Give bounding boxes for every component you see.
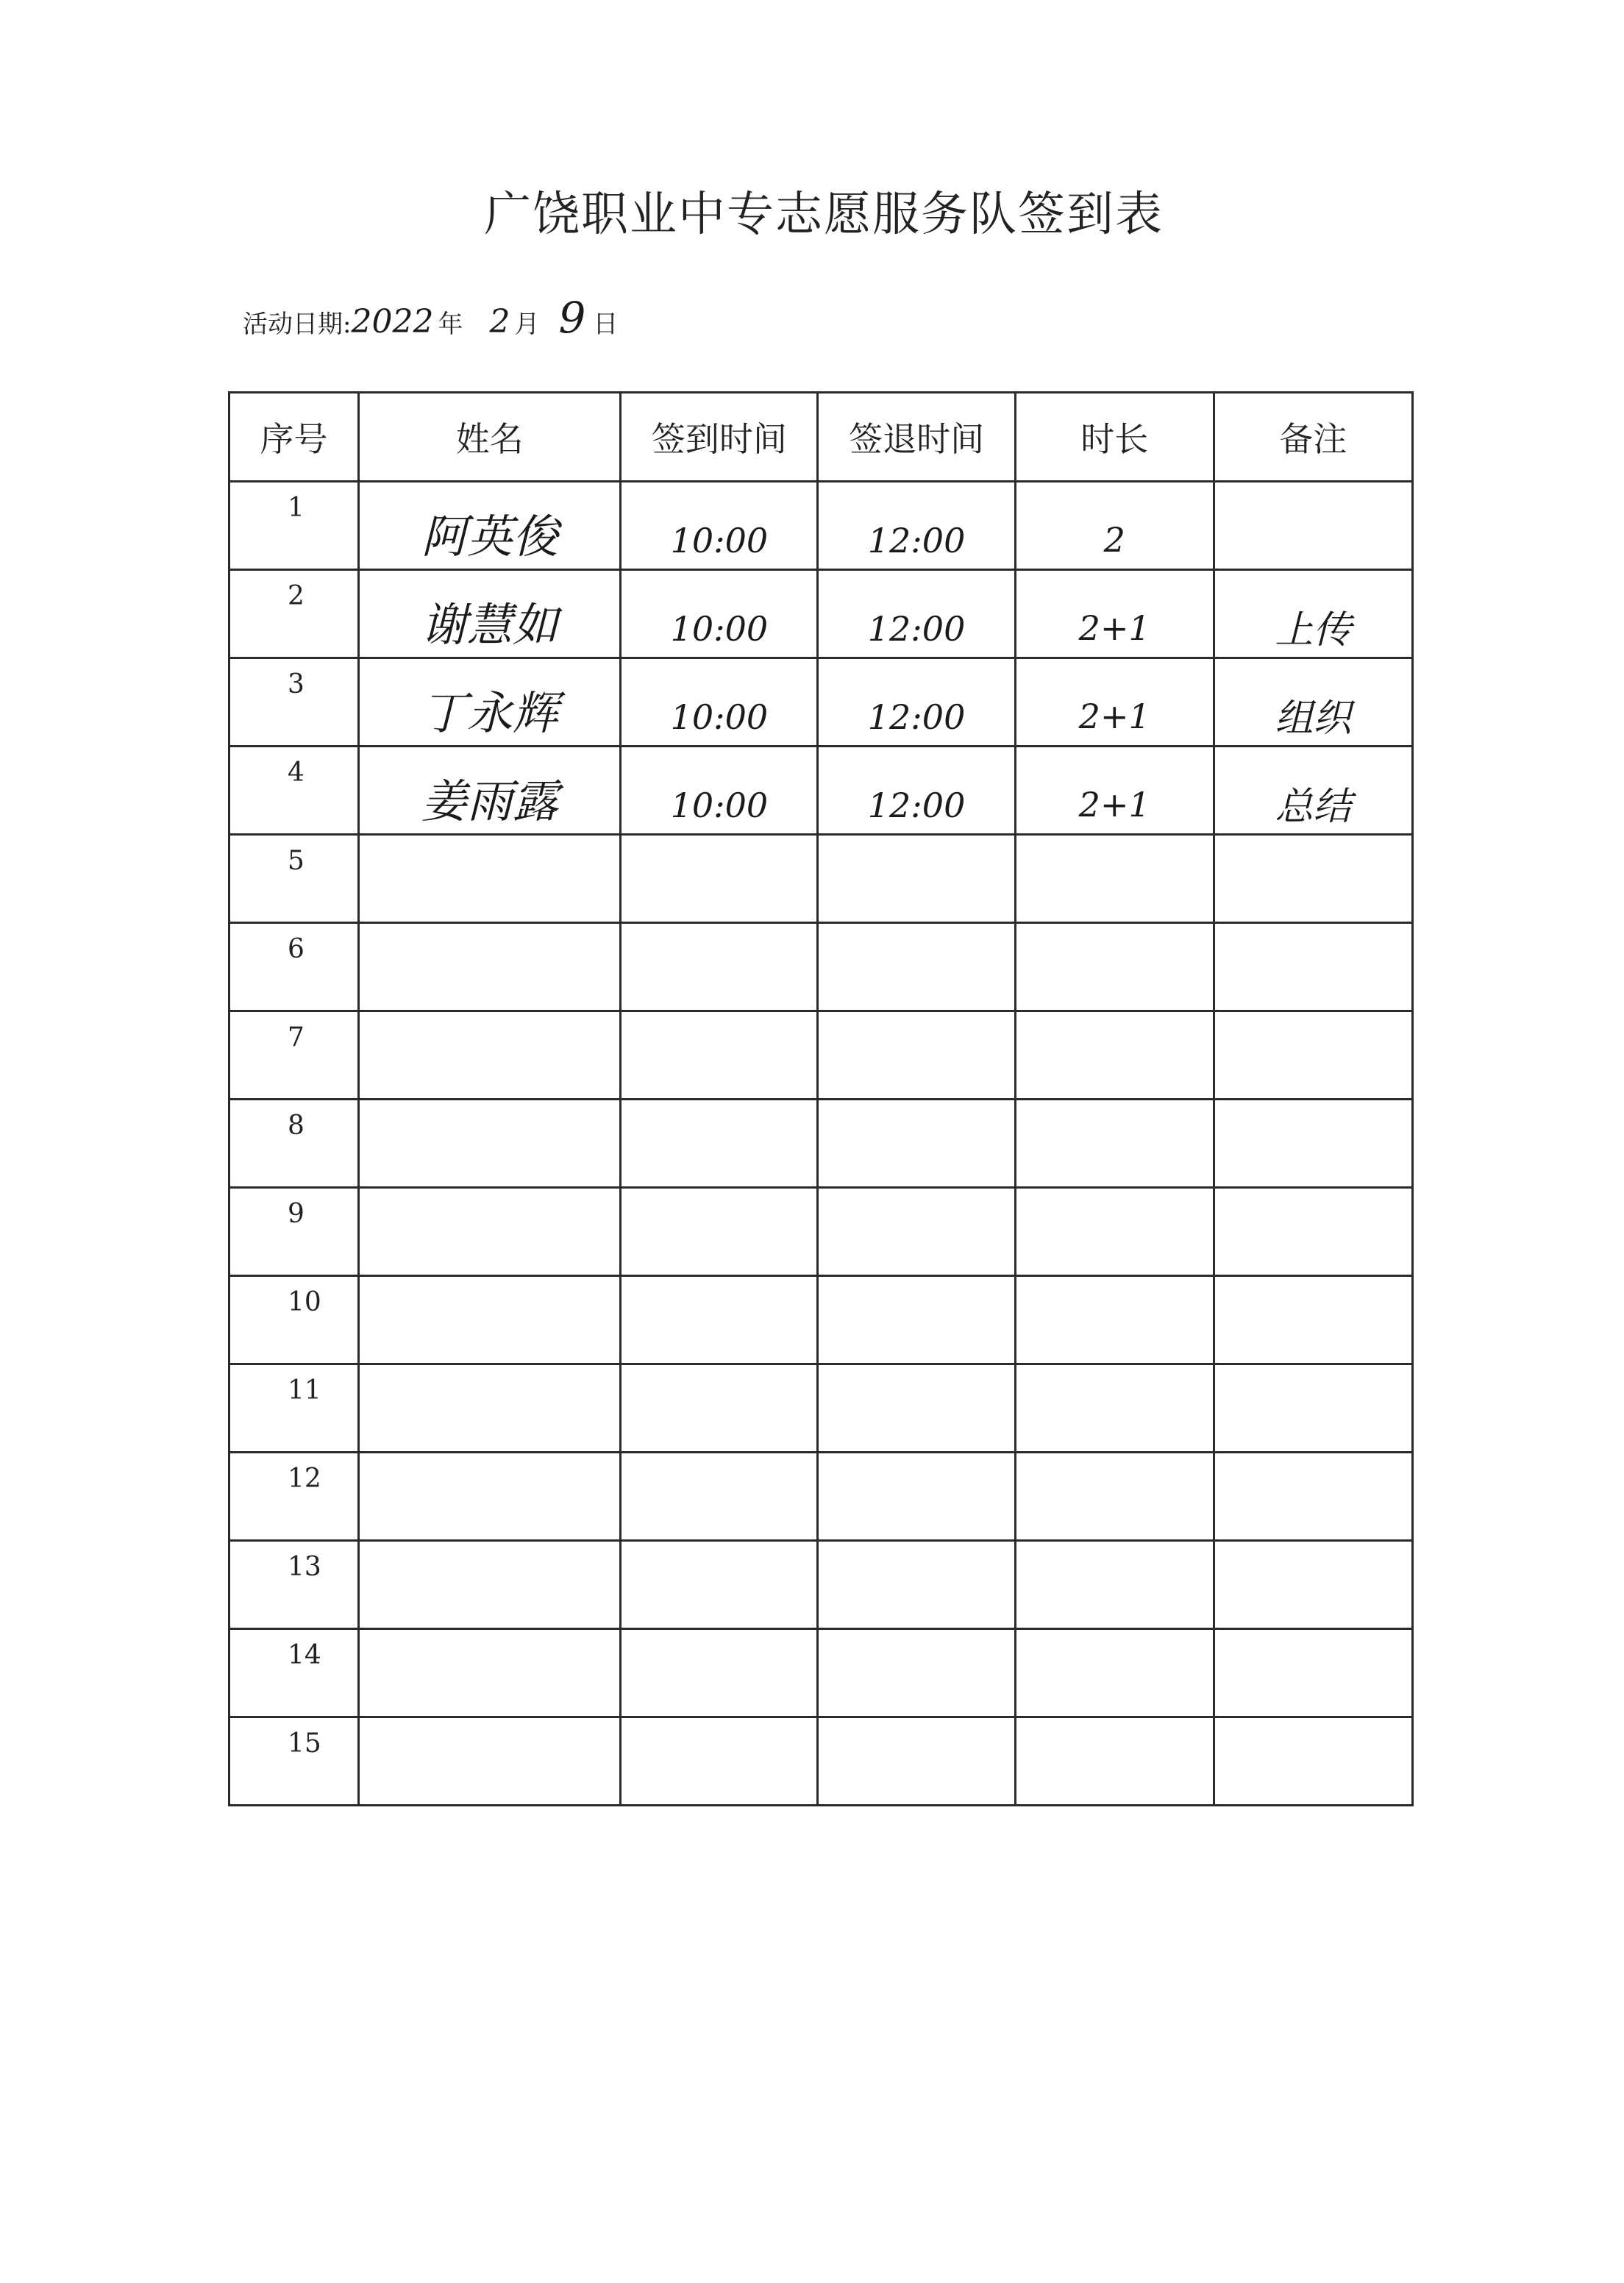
duration-value [1016,1218,1213,1246]
cell-row-number [229,658,359,747]
sign-out-time-value [819,1306,1014,1335]
cell-name [359,658,621,747]
sign-in-time-value [622,1482,816,1511]
cell-note [1214,1541,1412,1629]
attendance-table [228,391,1414,1806]
cell-note [1214,1364,1412,1453]
cell-sign-out-time [818,1629,1015,1717]
table-row [229,1011,1413,1100]
sign-out-time-value [819,1394,1014,1423]
cell-duration [1015,1453,1214,1541]
sign-in-time-value: 10:00 [670,608,769,649]
row-number-value: 5 [288,846,304,876]
sign-in-time-value [622,1129,816,1158]
cell-name [359,1011,621,1100]
header-note: 备注 [1214,393,1412,482]
note-value [1215,1131,1411,1156]
cell-duration [1015,923,1214,1011]
row-number-value: 2 [288,581,304,611]
cell-sign-in-time [621,482,818,570]
cell-name [359,1453,621,1541]
activity-date-month-unit: 月 [514,310,540,339]
activity-date-label: 活动日期: [243,310,352,339]
note-value [1215,1396,1411,1421]
note-value: 组织 [1275,697,1352,741]
cell-name [359,1276,621,1364]
duration-value: 2 [1103,519,1125,560]
cell-row-number [229,835,359,923]
name-value [360,960,619,975]
cell-duration [1015,1188,1214,1276]
sign-in-time-value [622,1659,816,1688]
cell-duration [1015,570,1214,658]
table-row [229,1100,1413,1188]
cell-duration [1015,1629,1214,1717]
note-value [1215,513,1411,538]
name-value [360,872,619,886]
duration-value [1016,865,1213,893]
row-number-value: 13 [288,1552,321,1582]
cell-note [1214,835,1412,923]
cell-name [359,482,621,570]
cell-sign-in-time [621,1364,818,1453]
row-number-value: 3 [288,669,304,699]
cell-duration [1015,747,1214,835]
cell-row-number [229,1541,359,1629]
cell-name [359,1541,621,1629]
table-row [229,658,1413,747]
table-row [229,482,1413,570]
name-value [360,1754,619,1769]
cell-duration [1015,1100,1214,1188]
cell-sign-out-time [818,482,1015,570]
sign-in-time-value [622,864,816,894]
table-row [229,1364,1413,1453]
name-value [360,1048,619,1063]
cell-duration [1015,1011,1214,1100]
name-value [360,1666,619,1681]
sign-in-time-value [622,1570,816,1600]
name-value [360,1136,619,1151]
table-row [229,747,1413,835]
cell-name [359,1364,621,1453]
row-number-value: 9 [288,1199,304,1229]
header-name: 姓名 [359,393,621,482]
activity-date-year-unit: 年 [438,310,463,339]
duration-value: 2+1 [1078,696,1150,736]
sign-out-time-value [819,1570,1014,1600]
cell-sign-in-time [621,1629,818,1717]
cell-sign-in-time [621,1453,818,1541]
cell-note [1214,1011,1412,1100]
cell-row-number [229,1364,359,1453]
cell-name [359,923,621,1011]
cell-name [359,747,621,835]
cell-sign-out-time [818,1100,1015,1188]
cell-sign-in-time [621,1100,818,1188]
cell-note [1214,482,1412,570]
sign-out-time-value [819,1659,1014,1688]
table-body [229,482,1413,1806]
sign-in-time-value [622,952,816,982]
sign-out-time-value [819,864,1014,894]
cell-sign-out-time [818,1364,1015,1453]
cell-sign-in-time [621,1717,818,1806]
cell-note [1214,1717,1412,1806]
sign-in-time-value [622,1217,816,1247]
cell-sign-in-time [621,1541,818,1629]
cell-row-number [229,1188,359,1276]
cell-duration [1015,1364,1214,1453]
cell-sign-out-time [818,835,1015,923]
duration-value [1016,1748,1213,1776]
header-duration: 时长 [1015,393,1214,482]
cell-duration [1015,1541,1214,1629]
name-value: 阿英俊 [421,510,558,563]
table-row [229,1188,1413,1276]
cell-sign-out-time [818,1188,1015,1276]
cell-sign-in-time [621,923,818,1011]
table-row [229,1453,1413,1541]
duration-value: 2+1 [1078,608,1150,648]
cell-sign-out-time [818,1541,1015,1629]
sign-out-time-value: 12:00 [867,608,966,649]
activity-date-year: 2022 [351,303,434,341]
cell-name [359,1717,621,1806]
sign-out-time-value: 12:00 [867,520,966,560]
row-number-value: 12 [288,1464,321,1494]
cell-row-number [229,482,359,570]
duration-value [1016,1395,1213,1422]
cell-sign-out-time [818,747,1015,835]
cell-note [1214,1453,1412,1541]
activity-date-day: 9 [558,293,586,343]
table-row [229,1541,1413,1629]
duration-value [1016,1130,1213,1158]
activity-date-month: 2 [489,303,510,341]
note-value [1215,1573,1411,1598]
cell-row-number [229,570,359,658]
cell-sign-in-time [621,835,818,923]
sign-out-time-value [819,1217,1014,1247]
cell-sign-out-time [818,570,1015,658]
sign-in-time-value: 10:00 [670,785,769,825]
table-row [229,923,1413,1011]
cell-duration [1015,658,1214,747]
cell-note [1214,570,1412,658]
cell-name [359,1188,621,1276]
cell-row-number [229,1276,359,1364]
note-value [1215,1661,1411,1686]
sign-in-time-value [622,1747,816,1776]
cell-note [1214,1276,1412,1364]
cell-duration [1015,1717,1214,1806]
cell-name [359,835,621,923]
cell-duration [1015,1276,1214,1364]
cell-sign-out-time [818,658,1015,747]
cell-row-number [229,1011,359,1100]
row-number-value: 6 [288,934,304,964]
note-value [1215,1308,1411,1333]
cell-note [1214,923,1412,1011]
duration-value [1016,1571,1213,1599]
note-value: 上传 [1275,608,1352,652]
sign-out-time-value [819,1041,1014,1070]
sign-in-time-value [622,1041,816,1070]
name-value [360,1225,619,1239]
sign-in-time-value [622,1394,816,1423]
sign-out-time-value [819,1747,1014,1776]
note-value [1215,1484,1411,1509]
row-number-value: 14 [288,1640,321,1670]
cell-sign-in-time [621,570,818,658]
cell-sign-out-time [818,1717,1015,1806]
cell-name [359,1100,621,1188]
name-value [360,1401,619,1416]
cell-row-number [229,1100,359,1188]
cell-sign-in-time [621,1011,818,1100]
duration-value [1016,1483,1213,1511]
row-number-value: 7 [288,1022,304,1053]
cell-note [1214,658,1412,747]
header-sign-out-time: 签退时间 [818,393,1015,482]
name-value [360,1313,619,1328]
row-number-value: 11 [288,1375,321,1406]
name-value: 姜雨露 [421,774,558,828]
table-row [229,835,1413,923]
sign-out-time-value [819,952,1014,982]
cell-sign-in-time [621,1188,818,1276]
table-row [229,1276,1413,1364]
row-number-value: 4 [288,758,304,788]
header-sign-in-time: 签到时间 [621,393,818,482]
cell-row-number [229,747,359,835]
note-value [1215,1219,1411,1244]
activity-date-day-unit: 日 [593,310,619,339]
note-value [1215,866,1411,891]
note-value [1215,955,1411,980]
sign-out-time-value: 12:00 [867,697,966,737]
duration-value [1016,1659,1213,1687]
cell-row-number [229,1453,359,1541]
cell-note [1214,1188,1412,1276]
row-number-value: 10 [288,1287,321,1317]
cell-name [359,1629,621,1717]
name-value [360,1578,619,1592]
cell-note [1214,1629,1412,1717]
cell-row-number [229,1629,359,1717]
activity-date-line [243,293,618,343]
row-number-value: 15 [288,1728,321,1759]
duration-value: 2+1 [1078,784,1150,824]
cell-note [1214,747,1412,835]
row-number-value: 8 [288,1111,304,1141]
page-title: 广饶职业中专志愿服务队签到表 [484,188,1164,242]
table-row [229,1717,1413,1806]
name-value [360,1489,619,1504]
sign-out-time-value [819,1482,1014,1511]
cell-sign-out-time [818,923,1015,1011]
duration-value [1016,953,1213,981]
sign-in-time-value: 10:00 [670,520,769,560]
note-value: 总结 [1275,785,1352,829]
note-value [1215,1749,1411,1774]
sign-out-time-value [819,1129,1014,1158]
cell-duration [1015,835,1214,923]
cell-sign-out-time [818,1011,1015,1100]
table-header-row [229,393,1413,482]
row-number-value: 1 [288,493,304,523]
cell-sign-in-time [621,658,818,747]
sign-in-time-value: 10:00 [670,697,769,737]
cell-sign-out-time [818,1276,1015,1364]
cell-sign-out-time [818,1453,1015,1541]
duration-value [1016,1306,1213,1334]
header-no: 序号 [229,393,359,482]
table-row [229,1629,1413,1717]
sign-out-time-value: 12:00 [867,785,966,825]
sign-in-time-value [622,1306,816,1335]
cell-sign-in-time [621,747,818,835]
note-value [1215,1043,1411,1068]
duration-value [1016,1041,1213,1069]
table-row [229,570,1413,658]
cell-note [1214,1100,1412,1188]
name-value: 谢慧如 [421,598,558,652]
cell-row-number [229,1717,359,1806]
cell-row-number [229,923,359,1011]
name-value: 丁永辉 [421,686,558,740]
cell-duration [1015,482,1214,570]
cell-name [359,570,621,658]
cell-sign-in-time [621,1276,818,1364]
